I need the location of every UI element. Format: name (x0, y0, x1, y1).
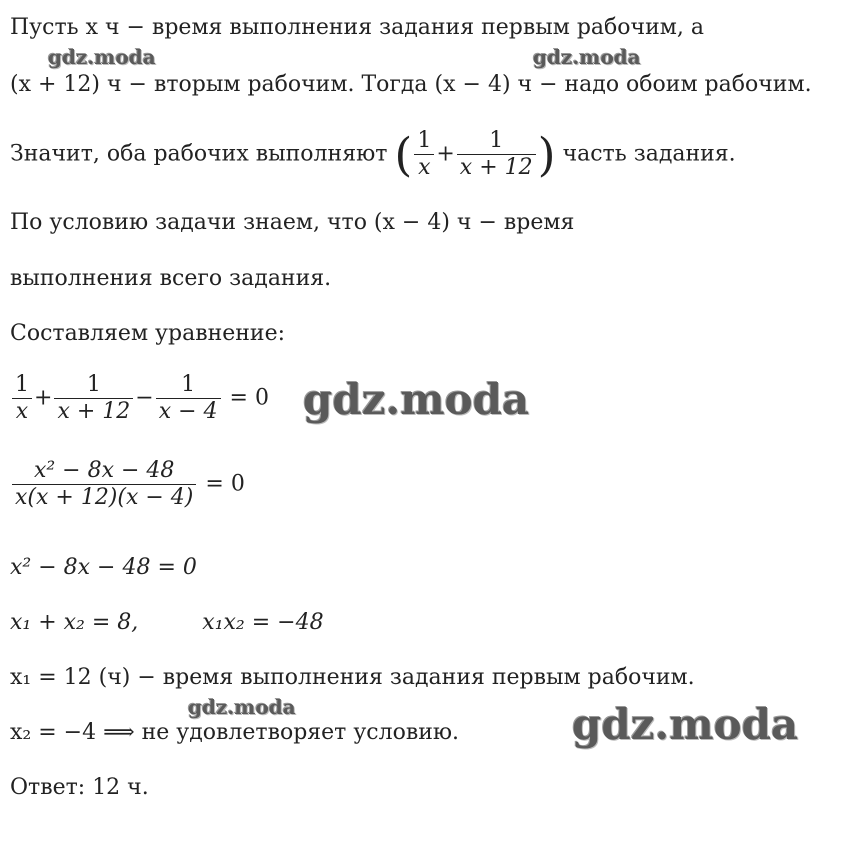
fraction-1-over-x: $\frac{1}{x}$ (414, 128, 434, 181)
equation-2: $\frac{\text{x² − 8x − 48}}{x(x + 12)(x - 4)}$ = 0 (10, 458, 245, 511)
line3-suffix: часть задания. (562, 141, 736, 167)
watermark-logo: gdz.moda (533, 45, 641, 69)
fraction-1-over-x-plus-12: $\frac{1}{x + 12}$ (457, 128, 536, 181)
solution-x1: x₁ = 12 (ч) − время выполнения задания первым рабочим. (10, 665, 695, 690)
text-line-2: (x + 12) ч − вторым рабочим. Тогда (x − 4) ч − надо обоим рабочим. (10, 72, 812, 97)
text-line-3: Значит, оба рабочих выполняют ( $\frac{1}{x}$ + $\frac{1}{x + 12}$ ) часть задания. (10, 127, 736, 182)
solution-x2: x₂ = −4 ⟹ не удовлетворяет условию. (10, 720, 460, 745)
watermark-logo: gdz.moda (48, 45, 156, 69)
watermark-logo: gdz.moda (572, 700, 799, 749)
equation-1: $\frac{1}{x}$ + $\frac{1}{x + 12}$ − $\frac{1}{x - 4}$ = 0 (10, 372, 269, 425)
equation-4: x₁ + x₂ = 8, x₁x₂ = −48 (10, 610, 324, 635)
text-line-5: выполнения всего задания. (10, 266, 332, 291)
text-line-1: Пусть x ч − время выполнения задания первым рабочим, а (10, 15, 704, 40)
line3-prefix: Значит, оба рабочих выполняют (10, 141, 388, 167)
equation-3: x² − 8x − 48 = 0 (10, 555, 197, 580)
text-line-6: Составляем уравнение: (10, 321, 286, 346)
watermark-logo: gdz.moda (188, 695, 296, 719)
answer-line: Ответ: 12 ч. (10, 775, 149, 800)
text-line-4: По условию задачи знаем, что (x − 4) ч − время (10, 210, 575, 235)
watermark-logo: gdz.moda (303, 375, 530, 424)
